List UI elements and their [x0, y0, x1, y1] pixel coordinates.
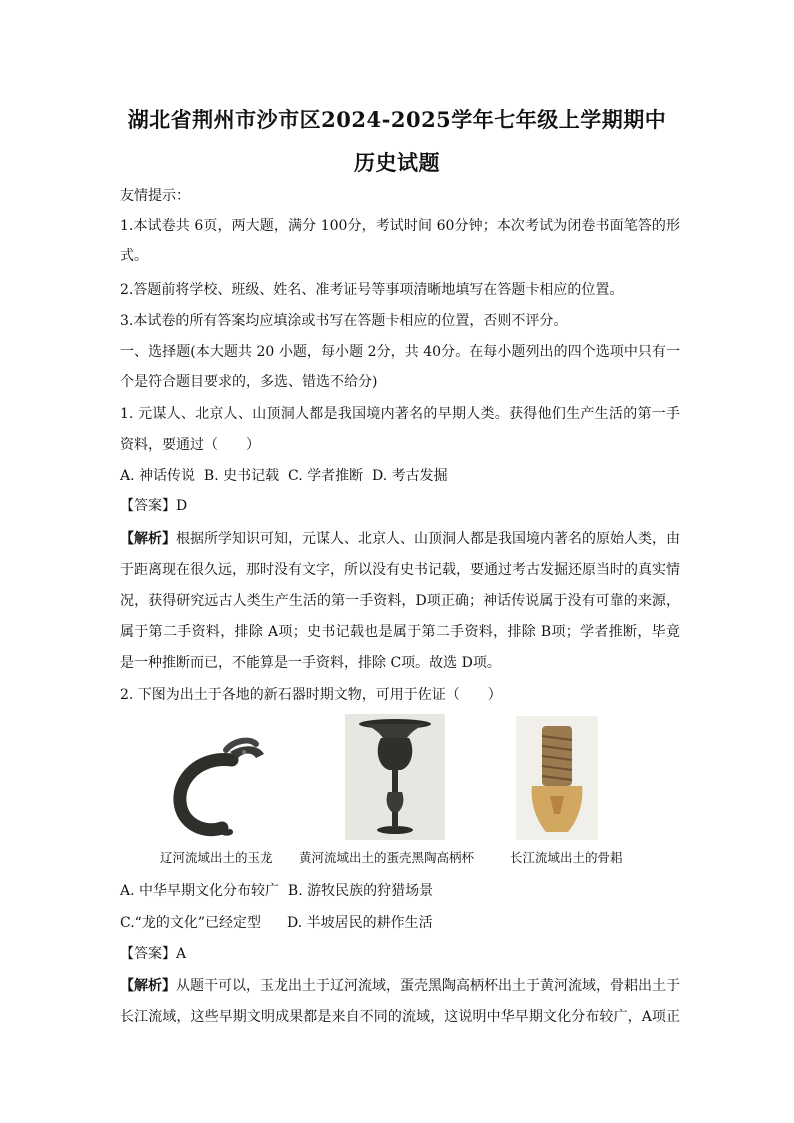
q1-stem: 1. 元谋人、北京人、山顶洞人都是我国境内著名的早期人类。获得他们生产生活的第一手 — [120, 406, 680, 422]
notice-3: 3.本试卷的所有答案均应填涂或书写在答题卡相应的位置，否则不评分。 — [120, 313, 568, 329]
q2-stem: 2. 下图为出土于各地的新石器时期文物，可用于佐证（ ） — [120, 687, 502, 703]
q2-option-c: C.“龙的文化”已经定型 — [120, 915, 261, 931]
exam-title: 湖北省荆州市沙市区2024-2025学年七年级上学期期中 — [127, 107, 667, 132]
q2-analysis-2: 长江流域，这些早期文明成果都是来自不同的流域，这说明中华早期文化分布较广，A项正 — [120, 1009, 680, 1025]
q1-options: A. 神话传说 B. 史书记载 C. 学者推断 D. 考古发掘 — [120, 468, 448, 484]
q1-analysis-3: 况，获得研究远古人类生产生活的第一手资料，D项正确；神话传说属于没有可靠的来源， — [120, 593, 680, 609]
bone-spade-image — [516, 716, 598, 840]
q1-analysis-1 — [120, 529, 680, 549]
section-heading: 一、选择题(本大题共 20 小题，每小题 2分，共 40分。在每小题列出的四个选项中只有一 — [120, 344, 680, 360]
analysis-text: 从题干可以，玉龙出土于辽河流域，蛋壳黑陶高柄杯出土于黄河流域，骨耜出土于 — [176, 978, 680, 994]
analysis-label: 【解析】 — [120, 531, 176, 547]
q2-answer: 【答案】A — [120, 946, 187, 962]
q1-stem-cont: 资料，要通过（ ） — [120, 437, 260, 453]
notice-2: 2.答题前将学校、班级、姓名、准考证号等事项清晰地填写在答题卡相应的位置。 — [120, 282, 624, 298]
caption-pottery-cup: 黄河流域出土的蛋壳黑陶高柄杯 — [299, 850, 475, 865]
q1-analysis-4: 属于第二手资料，排除 A项；史书记载也是属于第二手资料，排除 B项；学者推断，毕竟 — [120, 624, 680, 640]
q1-analysis-2: 于距离现在很久远，那时没有文字，所以没有史书记载，要通过考古发掘还原当时的真实情 — [120, 562, 680, 578]
caption-bone-spade: 长江流域出土的骨耜 — [510, 850, 623, 865]
section-heading-cont: 个是符合题目要求的，多选、错选不给分) — [120, 374, 378, 390]
caption-jade-dragon: 辽河流域出土的玉龙 — [160, 850, 273, 865]
jade-dragon-image — [160, 730, 280, 840]
q2-option-d: D. 半坡居民的耕作生活 — [287, 915, 433, 931]
q2-analysis-1 — [120, 976, 680, 996]
exam-subtitle: 历史试题 — [354, 150, 440, 175]
black-pottery-cup-image — [345, 714, 445, 840]
notice-1: 1.本试卷共 6页，两大题，满分 100分，考试时间 60分钟；本次考试为闭卷书面笔答的形 — [120, 218, 680, 234]
q2-options-ab: A. 中华早期文化分布较广 B. 游牧民族的狩猎场景 — [120, 883, 434, 899]
q1-answer: 【答案】D — [120, 498, 188, 514]
analysis-label: 【解析】 — [120, 978, 176, 994]
notice-1-cont: 式。 — [120, 248, 148, 264]
q1-analysis-5: 是一种推断而已，不能算是一手资料，排除 C项。故选 D项。 — [120, 655, 501, 671]
analysis-text: 根据所学知识可知，元谋人、北京人、山顶洞人都是我国境内著名的原始人类，由 — [176, 531, 680, 547]
notice-heading: 友情提示： — [120, 188, 190, 204]
